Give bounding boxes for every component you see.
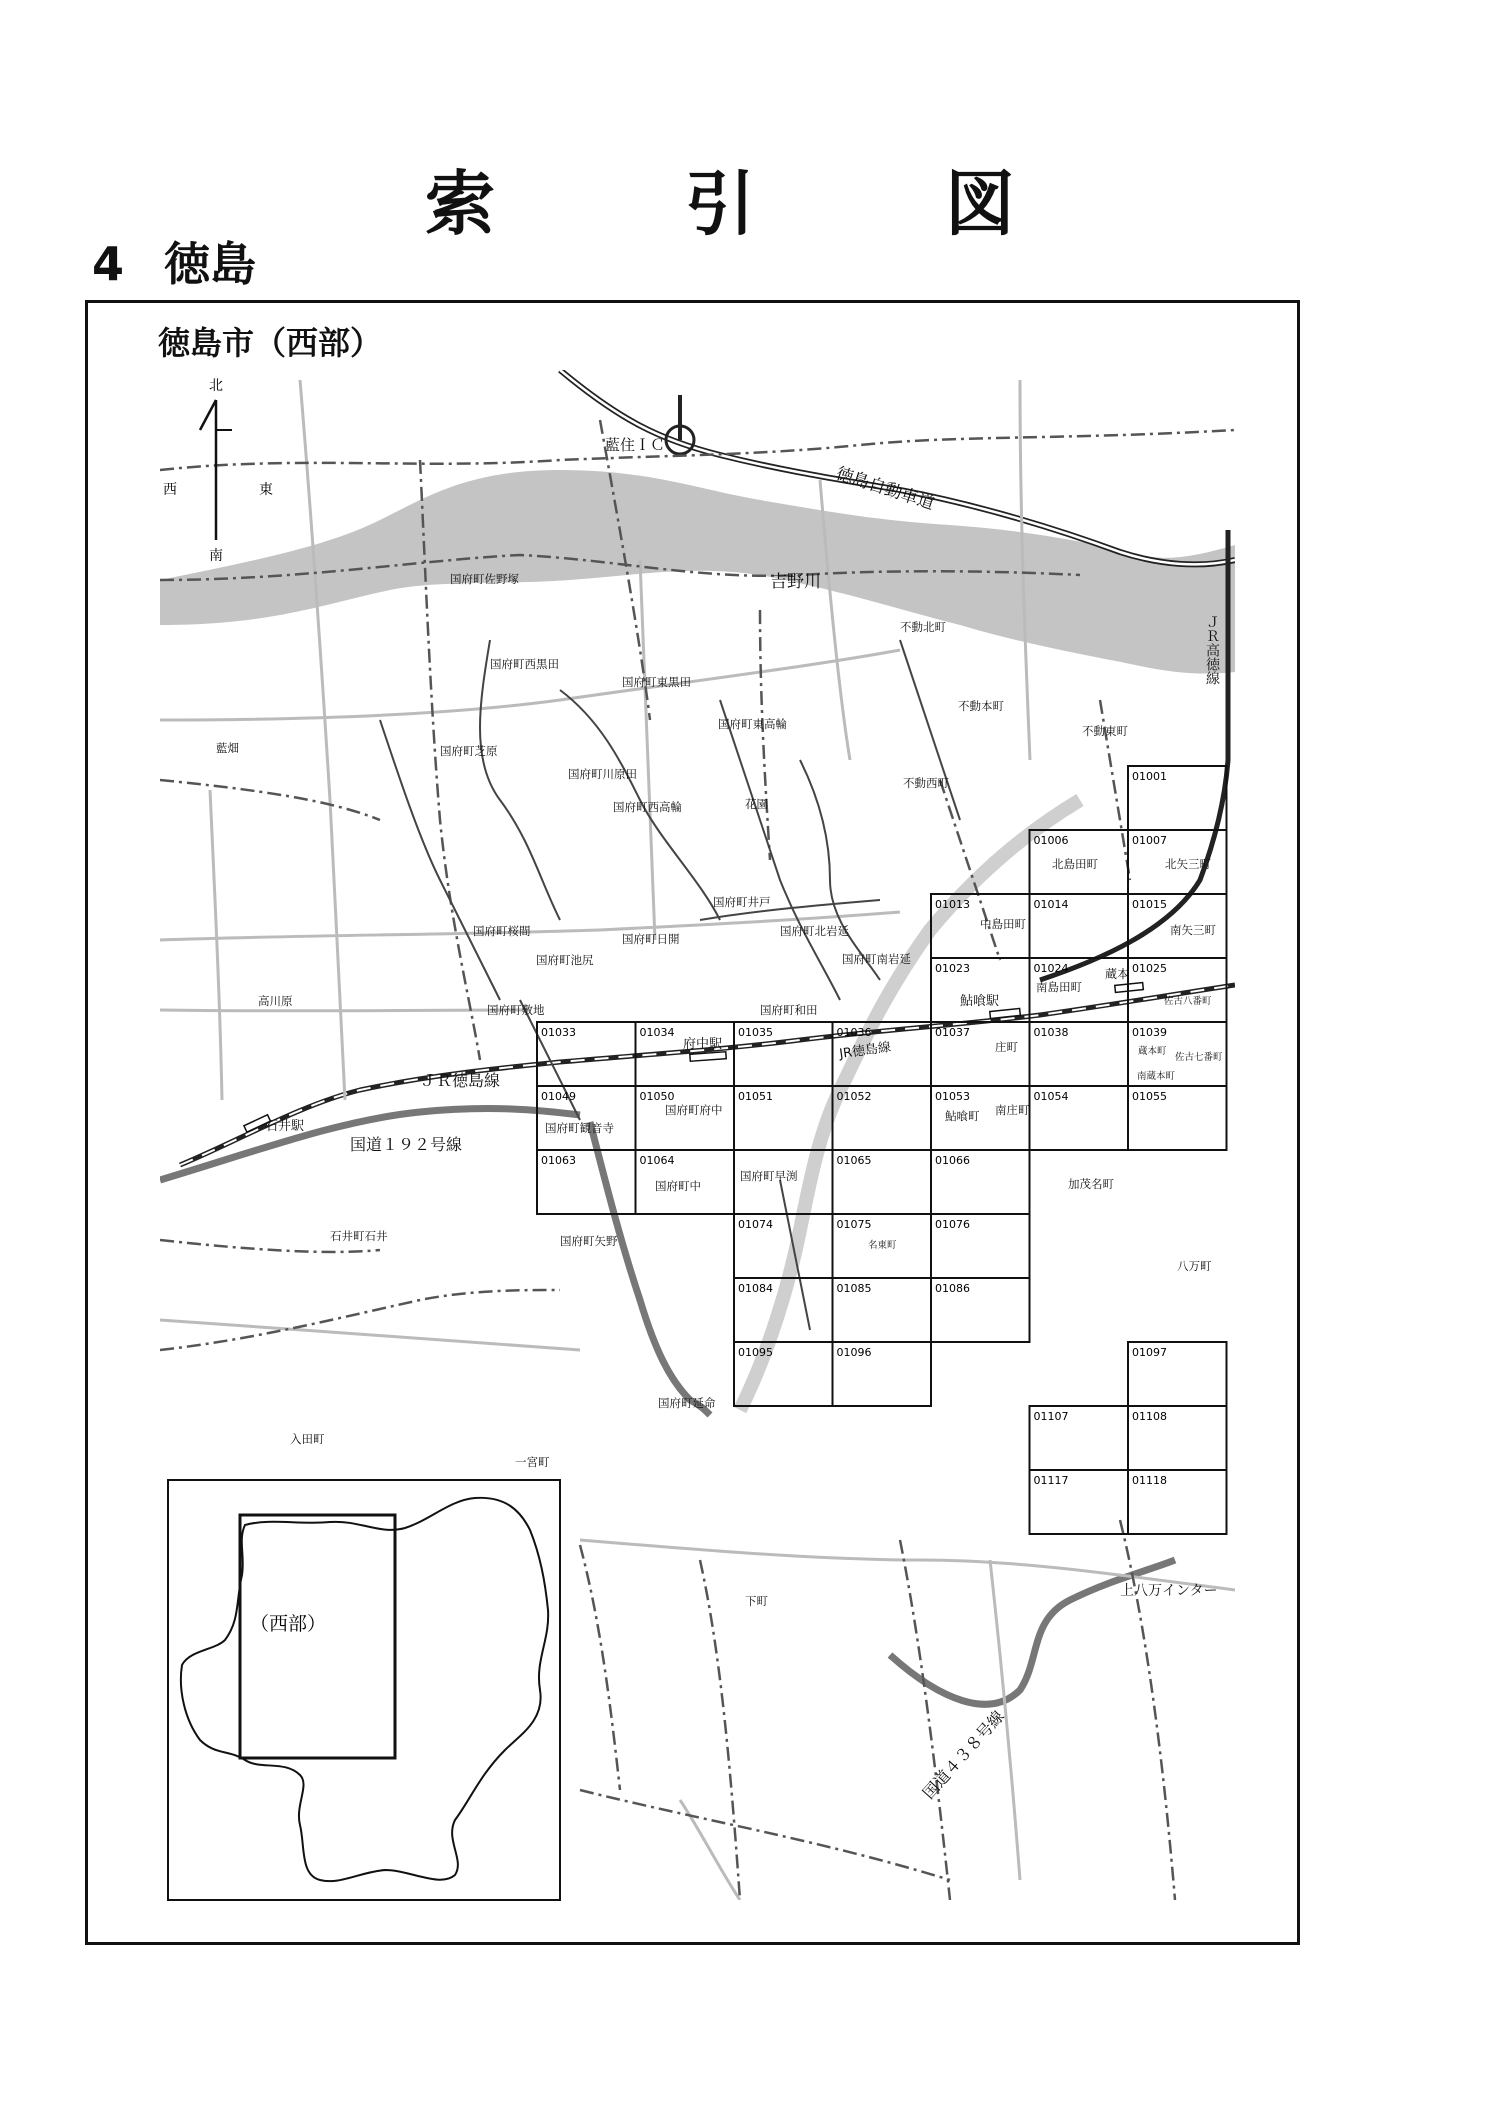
grid-cell-01037[interactable] (931, 1022, 1030, 1086)
place-label-p7: 国府町西高輪 (613, 800, 682, 814)
place-label-p1: 国府町佐野塚 (450, 572, 519, 586)
grid-cell-code: 01051 (738, 1090, 773, 1103)
place-label-p2: 国府町西黒田 (490, 657, 559, 671)
grid-cell-code: 01001 (1132, 770, 1167, 783)
kuramoto-station-label: 蔵本 (1105, 967, 1130, 981)
place-label-p31: 佐古七番町 (1175, 1052, 1223, 1063)
grid-cell-code: 01006 (1033, 834, 1069, 847)
grid-cell-code: 01107 (1033, 1410, 1069, 1423)
place-label-p28: 庄町 (995, 1040, 1018, 1054)
grid-cell-01052[interactable] (833, 1086, 932, 1150)
place-label-p13: 藍畑 (216, 741, 239, 755)
grid-cell-code: 01036 (836, 1026, 872, 1039)
grid-cell-01033[interactable] (537, 1022, 636, 1086)
place-label-p16: 国府町井戸 (713, 895, 771, 909)
river-label: 吉野川 (770, 572, 821, 592)
jr-tokushima-short-label: JR徳島線 (838, 1039, 892, 1062)
grid-cell-code: 01084 (738, 1282, 773, 1295)
place-label-p23: 北島田町 (1052, 857, 1098, 871)
place-label-p34: 国府町府中 (665, 1103, 723, 1117)
grid-cell-code: 01075 (836, 1218, 872, 1231)
grid-cell-code: 01066 (935, 1154, 970, 1167)
route192-label: 国道１９２号線 (350, 1135, 463, 1154)
grid-cell-01065[interactable] (833, 1150, 932, 1214)
grid-cell-code: 01095 (738, 1346, 773, 1359)
grid-cell-01001[interactable] (1128, 766, 1227, 830)
page-title: 索 引 図 (425, 163, 1075, 245)
place-label-p40: 石井町石井 (330, 1229, 388, 1243)
grid-cell-code: 01049 (541, 1090, 576, 1103)
place-label-p30: 蔵本町 (1138, 1046, 1167, 1057)
grid-cell-code: 01053 (935, 1090, 970, 1103)
place-label-p20: 高川原 (258, 994, 293, 1008)
grid-cell-code: 01014 (1033, 898, 1069, 911)
compass (163, 378, 273, 564)
grid-cell-code: 01054 (1033, 1090, 1069, 1103)
place-label-p12: 不動西町 (903, 776, 949, 790)
place-label-p38: 国府町早渕 (740, 1169, 798, 1183)
place-label-p24: 北矢三町 (1165, 857, 1211, 871)
grid-cell-01097[interactable] (1128, 1342, 1227, 1406)
grid-cell-code: 01097 (1132, 1346, 1167, 1359)
grid-cell-01049[interactable] (537, 1086, 636, 1150)
grid-cell-01096[interactable] (833, 1342, 932, 1406)
grid-cell-code: 01085 (836, 1282, 872, 1295)
fuchu-station-label: 府中駅 (683, 1037, 723, 1052)
map-subtitle: 徳島市（西部） (158, 324, 383, 362)
interchange-label: 藍住ＩＣ (605, 436, 666, 454)
place-label-p25: 中島田町 (980, 917, 1026, 931)
place-label-p8: 花園 (745, 797, 768, 811)
place-label-p15: 国府町日開 (622, 932, 680, 946)
jr-tokushima-label: ＪＲ徳島線 (420, 1071, 501, 1090)
place-label-p36: 南庄町 (995, 1103, 1030, 1117)
place-label-p19: 国府町南岩延 (842, 952, 911, 966)
grid-cell-code: 01118 (1132, 1474, 1167, 1487)
route438-label: 国道４３８号線 (918, 1706, 1008, 1803)
place-label-p3: 国府町東黒田 (622, 675, 691, 689)
grid-cell-code: 01038 (1033, 1026, 1069, 1039)
inset-label: （西部） (250, 1613, 327, 1635)
grid-cell-01054[interactable] (1030, 1086, 1129, 1150)
place-label-p26: 南矢三町 (1170, 923, 1216, 937)
grid-cell-01038[interactable] (1030, 1022, 1129, 1086)
place-label-p47: 下町 (745, 1594, 768, 1608)
place-label-p5: 国府町川原田 (568, 767, 637, 781)
place-label-p10: 不動本町 (958, 699, 1004, 713)
grid-cell-01118[interactable] (1128, 1470, 1227, 1534)
place-label-p42: 名東町 (868, 1240, 897, 1251)
grid-cell-code: 01050 (639, 1090, 675, 1103)
grid-cell-01117[interactable] (1030, 1470, 1129, 1534)
grid-cell-code: 01086 (935, 1282, 970, 1295)
grid-cell-01074[interactable] (734, 1214, 833, 1278)
grid-cell-code: 01013 (935, 898, 970, 911)
place-label-p9: 不動北町 (900, 620, 946, 634)
grid-cell-code: 01033 (541, 1026, 576, 1039)
grid-cell-code: 01025 (1132, 962, 1167, 975)
grid-cell-code: 01034 (639, 1026, 675, 1039)
compass-west-label: 西 (163, 482, 177, 498)
chapter-number: 4 (92, 237, 125, 291)
grid-cell-code: 01039 (1132, 1026, 1167, 1039)
grid-cell-01086[interactable] (931, 1278, 1030, 1342)
grid-cell-code: 01064 (639, 1154, 675, 1167)
grid-cell-code: 01117 (1033, 1474, 1069, 1487)
grid-cell-01066[interactable] (931, 1150, 1030, 1214)
place-label-p29: 佐古八番町 (1164, 996, 1212, 1007)
grid-cell-code: 01074 (738, 1218, 773, 1231)
expressway-label: 徳島自動車道 (833, 463, 937, 515)
place-label-p32: 南蔵本町 (1137, 1071, 1176, 1082)
grid-cell-01085[interactable] (833, 1278, 932, 1342)
place-label-p27: 南島田町 (1036, 980, 1082, 994)
place-label-p17: 国府町北岩延 (780, 924, 849, 938)
place-label-p18: 国府町池尻 (536, 953, 594, 967)
place-label-p46: 一宮町 (515, 1455, 550, 1469)
place-label-p43: 八万町 (1177, 1259, 1212, 1273)
index-grid (537, 766, 1227, 1534)
grid-cell-code: 01015 (1132, 898, 1167, 911)
grid-cell-code: 01065 (836, 1154, 872, 1167)
grid-cell-code: 01035 (738, 1026, 773, 1039)
kami-hachiman-ic-label: 上八万インター (1120, 1583, 1218, 1599)
grid-cell-code: 01052 (836, 1090, 872, 1103)
place-label-p11: 不動東町 (1082, 724, 1128, 738)
inset-map (168, 1480, 560, 1900)
place-label-p44: 国府町延命 (658, 1396, 716, 1410)
place-label-p37: 国府町中 (655, 1179, 701, 1193)
compass-east-label: 東 (259, 482, 273, 498)
grid-cell-code: 01055 (1132, 1090, 1167, 1103)
grid-cell-01076[interactable] (931, 1214, 1030, 1278)
chapter-name: 徳島 (164, 237, 257, 291)
compass-north-label: 北 (209, 378, 223, 394)
grid-cell-01050[interactable] (636, 1086, 735, 1150)
place-label-p33: 国府町観音寺 (545, 1121, 614, 1135)
grid-cell-01108[interactable] (1128, 1406, 1227, 1470)
jr-kotoku-label: ＪＲ高徳線 (1204, 615, 1220, 685)
grid-cell-code: 01076 (935, 1218, 970, 1231)
place-label-p39: 加茂名町 (1068, 1177, 1114, 1191)
place-label-p14: 国府町桜間 (473, 924, 531, 938)
place-label-p35: 鮎喰町 (945, 1109, 980, 1123)
ishii-station-label: 石井駅 (265, 1119, 305, 1134)
grid-cell-01035[interactable] (734, 1022, 833, 1086)
grid-cell-code: 01024 (1033, 962, 1069, 975)
place-label-p21: 国府町敷地 (487, 1003, 545, 1017)
grid-cell-code: 01007 (1132, 834, 1167, 847)
grid-cell-code: 01096 (836, 1346, 872, 1359)
place-label-p22: 国府町和田 (760, 1003, 818, 1017)
grid-cell-01107[interactable] (1030, 1406, 1129, 1470)
place-label-p45: 入田町 (290, 1432, 325, 1446)
grid-cell-code: 01108 (1132, 1410, 1167, 1423)
compass-south-label: 南 (209, 548, 223, 564)
grid-cell-code: 01063 (541, 1154, 576, 1167)
place-label-p4: 国府町芝原 (440, 744, 498, 758)
grid-cell-01055[interactable] (1128, 1086, 1227, 1150)
grid-cell-code: 01023 (935, 962, 970, 975)
grid-cell-code: 01037 (935, 1026, 970, 1039)
place-label-p41: 国府町矢野 (560, 1234, 618, 1248)
place-label-p6: 国府町東高輪 (718, 717, 787, 731)
ayu-station-label: 鮎喰駅 (960, 994, 1000, 1009)
grid-cell-01063[interactable] (537, 1150, 636, 1214)
